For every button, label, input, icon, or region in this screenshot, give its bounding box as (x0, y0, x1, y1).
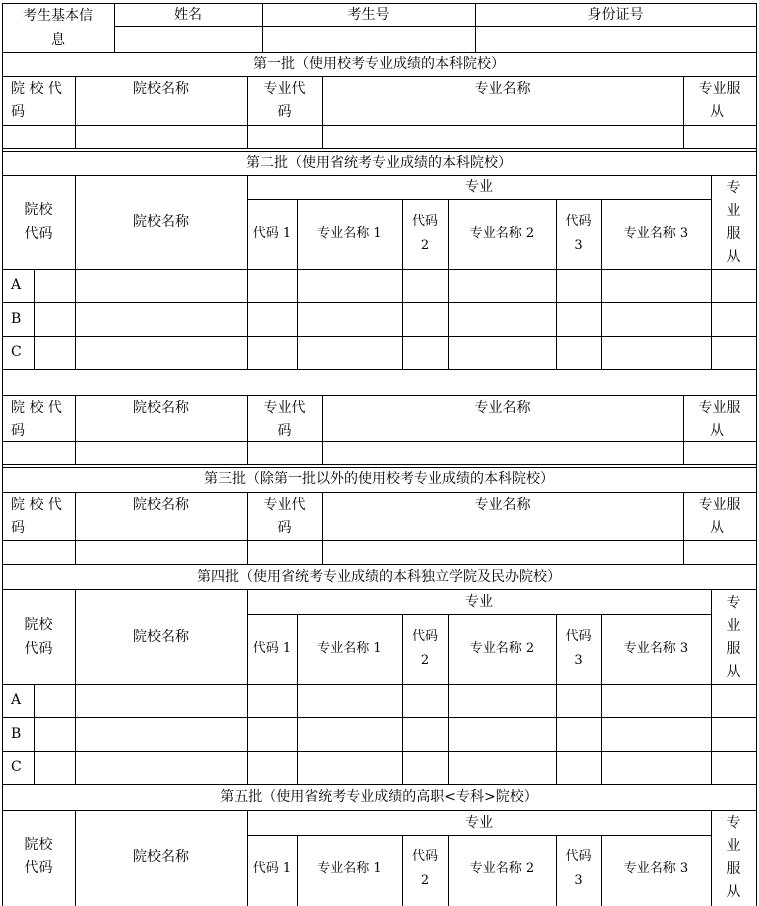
major-code-3-label-line2: 3 (574, 873, 583, 888)
school-code-label-line1: 院 校 代 (11, 81, 62, 97)
batch-3-title: 第三批（除第一批以外的使用校考专业成绩的本科院校） (204, 471, 554, 487)
major-code-label-line2: 码 (277, 104, 292, 120)
major-name-2-label: 专业名称 2 (469, 861, 535, 876)
obey-label-char-1: 专 (726, 595, 741, 611)
major-header: 专业 (465, 594, 493, 610)
school-name-label: 院校名称 (133, 849, 189, 865)
obey-adjustment-label-line2: 从 (710, 104, 724, 120)
row-label-b: B (11, 726, 22, 742)
major-code-2-label-line1: 代码 (411, 214, 438, 229)
major-code-2-label-line2: 2 (420, 653, 430, 668)
major-header: 专业 (465, 815, 493, 831)
choice-row-a[interactable] (35, 685, 756, 717)
major-code-label-line2: 码 (277, 423, 292, 439)
obey-adjustment-label-line2: 从 (710, 423, 724, 439)
major-code-3-label-line1: 代码 (565, 849, 592, 864)
row-label-a: A (11, 277, 22, 293)
major-code-label-line1: 专业代 (263, 81, 306, 97)
obey-label-char-3: 服 (726, 226, 741, 242)
major-code-3-label-line2: 3 (574, 653, 583, 668)
school-name-label: 院校名称 (133, 81, 189, 97)
major-code-3-label-line1: 代码 (565, 214, 592, 229)
obey-adjustment-field[interactable] (684, 126, 756, 148)
obey-label-char-2: 业 (726, 203, 741, 219)
major-code-2-label-line1: 代码 (411, 629, 438, 644)
row-label-c: C (11, 344, 22, 360)
choice-row-b[interactable] (35, 303, 756, 336)
major-name-3-label: 专业名称 3 (623, 226, 689, 241)
batch-2-title: 第二批（使用省统考专业成绩的本科院校） (246, 155, 512, 171)
school-code-label-line2: 代码 (24, 860, 53, 876)
obey-label-char-4: 从 (726, 884, 741, 900)
obey-adjustment-label-line1: 专业服 (698, 497, 741, 513)
choice-row-b[interactable] (35, 718, 756, 751)
name-field[interactable] (115, 27, 262, 52)
major-code-1-label: 代码 1 (252, 226, 292, 241)
applicant-info-label-line2: 息 (51, 32, 65, 48)
school-code-label-line2: 代码 (24, 226, 53, 242)
major-code-field[interactable] (248, 126, 322, 148)
major-name-2-label: 专业名称 2 (469, 641, 535, 656)
school-name-label: 院校名称 (133, 400, 189, 416)
major-code-label-line1: 专业代 (263, 497, 306, 513)
applicant-info-label-line1: 考生基本信 (23, 8, 93, 24)
school-name-field[interactable] (76, 126, 247, 148)
major-name-3-label: 专业名称 3 (623, 641, 689, 656)
obey-adjustment-label-line1: 专业服 (698, 400, 741, 416)
batch-4-title: 第四批（使用省统考专业成绩的本科独立学院及民办院校） (197, 569, 561, 585)
choice-row-c[interactable] (35, 337, 756, 369)
major-code-1-label: 代码 1 (252, 641, 292, 656)
school-code-field[interactable] (3, 126, 75, 148)
row-label-a: A (11, 692, 22, 708)
row-label-c: C (11, 759, 22, 775)
choice-row[interactable] (3, 442, 756, 464)
id-number-field[interactable] (476, 27, 756, 52)
obey-label-char-2: 业 (726, 838, 741, 854)
school-code-label-line1: 院校 (24, 837, 53, 853)
batch-1-title: 第一批（使用校考专业成绩的本科院校） (253, 56, 505, 72)
obey-label-char-1: 专 (726, 815, 741, 831)
choice-row-c[interactable] (35, 752, 756, 784)
major-code-label-line2: 码 (277, 520, 292, 536)
obey-label-char-1: 专 (726, 180, 741, 196)
school-name-label: 院校名称 (133, 497, 189, 513)
school-code-label-line1: 院 校 代 (11, 497, 62, 513)
obey-label-char-2: 业 (726, 618, 741, 634)
exam-number-field[interactable] (263, 27, 475, 52)
school-code-label-line2: 码 (11, 520, 25, 536)
name-label: 姓名 (174, 7, 202, 23)
major-code-3-label-line2: 3 (574, 238, 583, 253)
choice-row[interactable] (3, 541, 756, 564)
major-name-label: 专业名称 (474, 400, 531, 416)
choice-row-a[interactable] (35, 270, 756, 302)
major-name-1-label: 专业名称 1 (317, 226, 382, 241)
major-header: 专业 (465, 179, 493, 195)
obey-label-char-3: 服 (726, 861, 741, 877)
major-code-2-label-line1: 代码 (411, 849, 438, 864)
major-name-field[interactable] (323, 126, 683, 148)
major-code-1-label: 代码 1 (252, 861, 292, 876)
major-name-3-label: 专业名称 3 (623, 861, 689, 876)
major-code-2-label-line2: 2 (420, 873, 430, 888)
major-name-label: 专业名称 (474, 81, 531, 97)
school-name-label: 院校名称 (133, 214, 189, 230)
school-code-label-line2: 代码 (24, 641, 53, 657)
school-code-label-line2: 码 (11, 423, 25, 439)
major-code-label-line1: 专业代 (263, 400, 306, 416)
id-number-label: 身份证号 (587, 7, 644, 23)
obey-label-char-4: 从 (726, 664, 741, 680)
school-code-label-line1: 院 校 代 (11, 400, 62, 416)
batch-5-title: 第五批（使用省统考专业成绩的高职<专科>院校） (220, 789, 538, 805)
obey-adjustment-label-line1: 专业服 (698, 81, 741, 97)
school-code-label-line1: 院校 (24, 617, 53, 633)
school-code-label-line1: 院校 (24, 202, 53, 218)
obey-label-char-3: 服 (726, 641, 741, 657)
school-code-label-line2: 码 (11, 104, 25, 120)
exam-number-label: 考生号 (347, 7, 390, 23)
obey-adjustment-label-line2: 从 (710, 520, 724, 536)
major-name-1-label: 专业名称 1 (317, 641, 382, 656)
major-name-2-label: 专业名称 2 (469, 226, 535, 241)
major-name-1-label: 专业名称 1 (317, 861, 382, 876)
major-code-2-label-line2: 2 (420, 238, 430, 253)
major-code-3-label-line1: 代码 (565, 629, 592, 644)
obey-label-char-4: 从 (726, 249, 741, 265)
school-name-label: 院校名称 (133, 629, 189, 645)
row-label-b: B (11, 311, 22, 327)
major-name-label: 专业名称 (474, 497, 531, 513)
